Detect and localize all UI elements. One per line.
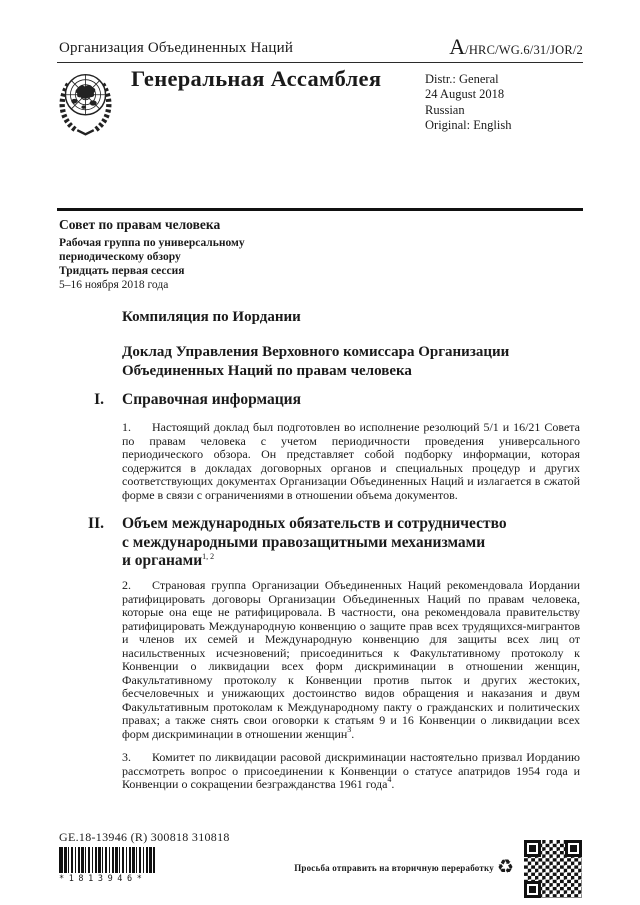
qr-finder-pattern: [524, 881, 541, 898]
header-rule: [57, 62, 583, 63]
qr-code: [524, 840, 582, 898]
qr-finder-pattern: [565, 840, 582, 857]
original-language-line: Original: English: [425, 118, 512, 133]
date-line: 24 August 2018: [425, 87, 505, 102]
paragraph-text: Страновая группа Организации Объединенных Наций рекомендовала Иордании ратифицировать договоры Организации Объединенных Наций по правам человека, которые она еще не ратифицировала. В частности, она рекомендовала правительству ратифицировать Международную конвенцию о защите прав всех трудящихся-мигрантов и членов их семей и Международную конвенцию для защиты всех лиц от насильственных исчезновений; присоединиться к Факультативному протоколу к Конвенции о ликвидации всех форм дискриминации в отношении женщин, Факультативному протоколу к Конвенции против пыток и других жестоких, бесчеловечных и унижающих достоинство видов обращения и наказания и двум Факультативным протоколам к Международному пакту о гражданских и политических правах; а также снять свои оговорки к статьям 9 и 16 Конвенции о ликвидации всех форм дискриминации в отношении женщин: [122, 578, 580, 741]
ge-number: GE.18-13946 (R) 300818 310818: [59, 830, 230, 844]
section-heading-line: с международными правозащитными механизмами: [122, 533, 486, 551]
paragraph-terminal: .: [351, 726, 355, 741]
paragraph-text: Настоящий доклад был подготовлен во исполнение резолюций 5/1 и 16/21 Совета по правам человека с учетом периодичности проведения универсального периодического обзора. Он представляет собой подборку информации, которая содержится в докладах договорных органов и специальных процедур и других соответствующих документах Организации Объединенных Наций и излагается в сжатой форме в связи с ограничениями в отношении объема документов.: [122, 420, 580, 502]
session-block: [59, 218, 245, 292]
section-heading-2: [57, 515, 507, 571]
section-heading-line: Объем международных обязательств и сотрудничество: [122, 515, 507, 532]
footnote-reference: 1, 2: [202, 552, 215, 562]
distribution-block: [425, 72, 511, 134]
barcode-digits: *1813946*: [59, 874, 147, 884]
document-title: Компиляция по Иордании: [122, 309, 301, 325]
paragraph-number: 2.: [122, 578, 131, 592]
section-heading-text: [122, 515, 507, 571]
paragraph-2: [122, 579, 580, 741]
section-heading-text: Справочная информация: [122, 391, 301, 408]
paragraph-number: 3.: [122, 750, 131, 764]
section-heading-1: [57, 391, 301, 410]
footnote-reference: 4: [387, 775, 392, 784]
un-emblem-icon: [56, 64, 115, 142]
recycle-note-block: [294, 858, 514, 877]
section-divider-rule: [57, 208, 583, 211]
document-symbol-initial: A: [449, 34, 466, 59]
working-group-line2: периодическому обзору: [59, 251, 181, 263]
qr-finder-pattern: [524, 840, 541, 857]
document-symbol: [449, 34, 583, 60]
paragraph-number: 1.: [122, 420, 131, 434]
working-group-line1: Рабочая группа по универсальному: [59, 237, 245, 249]
section-numeral: II.: [88, 515, 104, 532]
council-name: Совет по правам человека: [59, 217, 221, 232]
distr-line: Distr.: General: [425, 72, 499, 86]
document-subtitle: [122, 343, 509, 380]
session-title: Тридцать первая сессия: [59, 265, 185, 277]
footnote-reference: 3: [347, 724, 352, 734]
paragraph-terminal: .: [391, 777, 395, 791]
paragraph-text: Комитет по ликвидации расовой дискриминации настоятельно призвал Иорданию рассмотреть вопрос о присоединении к Конвенции о статусе апатридов 1954 года и Конвенции о сокращении безгражданства 1961 года: [122, 750, 580, 791]
paragraph-3: [122, 751, 580, 792]
recycle-icon: ♻: [496, 856, 514, 878]
section-heading-line: и органами$^{1, 2}$: [122, 552, 215, 570]
document-subtitle-line: Доклад Управления Верховного комиссара Организации: [122, 344, 510, 360]
barcode: [59, 847, 155, 873]
document-title-block: [122, 309, 301, 326]
document-symbol-rest: /HRC/WG.6/31/JOR/2: [465, 43, 583, 57]
recycle-note: Просьба отправить на вторичную переработку: [294, 862, 494, 873]
language-line: Russian: [425, 102, 465, 117]
assembly-title: Генеральная Ассамблея: [131, 66, 382, 91]
paragraph-1: [122, 421, 580, 502]
org-name: Организация Объединенных Наций: [59, 40, 294, 56]
session-dates: 5–16 ноября 2018 года: [59, 279, 169, 291]
section-numeral: I.: [94, 391, 104, 408]
document-subtitle-line: Объединенных Наций по правам человека: [122, 362, 412, 379]
